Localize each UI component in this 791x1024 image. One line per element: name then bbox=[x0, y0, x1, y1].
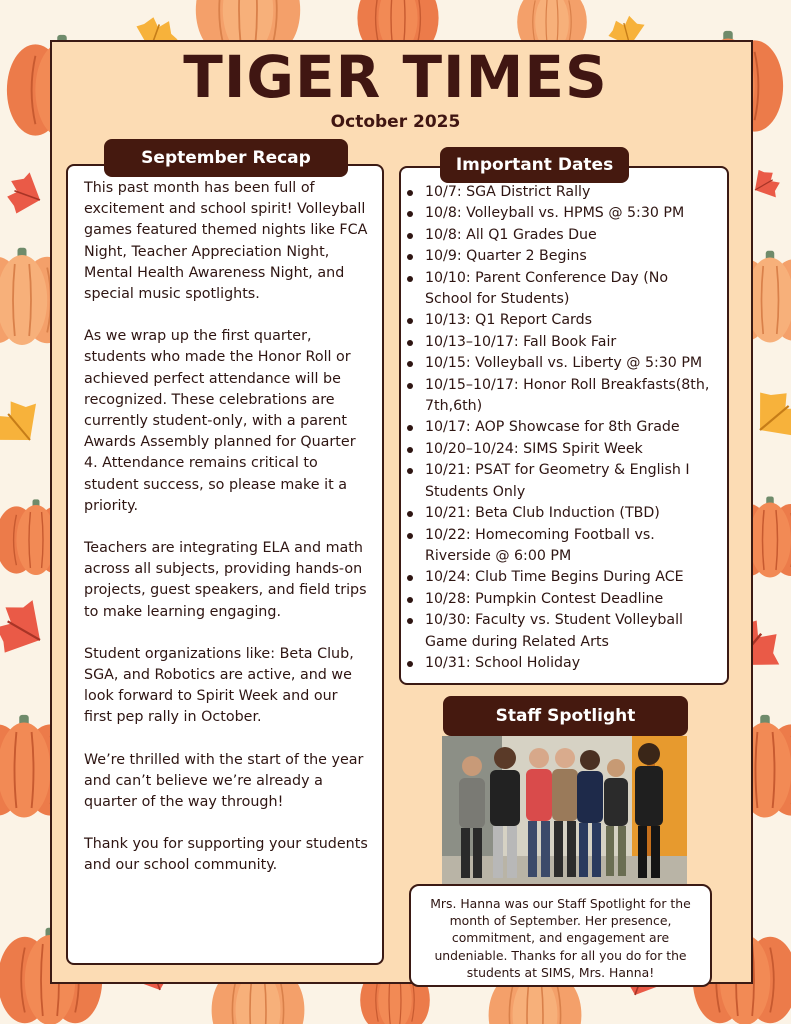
dates-list bbox=[401, 168, 727, 674]
date-item: 10/20–10/24: SIMS Spirit Week bbox=[425, 439, 727, 460]
date-item: 10/31: School Holiday bbox=[425, 653, 727, 674]
newsletter-title: TIGER TIMES bbox=[183, 43, 608, 111]
dates-box bbox=[399, 166, 729, 685]
date-item: 10/13: Q1 Report Cards bbox=[425, 310, 727, 331]
recap-paragraph: This past month has been full of excitement and school spirit! Volleyball games featured themed nights like FCA Night, Teacher Appreciation Night, Mental Health Awareness Night, and special music spotlights. bbox=[84, 180, 368, 303]
date-item: 10/24: Club Time Begins During ACE bbox=[425, 567, 727, 588]
date-item: 10/15–10/17: Honor Roll Breakfasts(8th, 7th,6th) bbox=[425, 375, 727, 418]
dates-heading: Important Dates bbox=[440, 147, 629, 183]
recap-paragraph: Teachers are integrating ELA and math across all subjects, providing hands-on projects, guest speakers, and field trips to make learning engaging. bbox=[84, 540, 367, 620]
recap-box bbox=[66, 164, 384, 965]
date-item: 10/7: SGA District Rally bbox=[425, 182, 727, 203]
date-item: 10/10: Parent Conference Day (No School for Students) bbox=[425, 268, 727, 311]
date-item: 10/8: All Q1 Grades Due bbox=[425, 225, 727, 246]
date-item: 10/28: Pumpkin Contest Deadline bbox=[425, 589, 727, 610]
recap-paragraph: We’re thrilled with the start of the year and can’t believe we’re already a quarter of the way through! bbox=[84, 751, 364, 811]
spotlight-caption-box bbox=[409, 884, 712, 987]
date-item: 10/21: Beta Club Induction (TBD) bbox=[425, 503, 727, 524]
recap-paragraph: As we wrap up the first quarter, students who made the Honor Roll or achieved perfect attendance will be recognized. These celebrations are currently student-only, with a parent Awards Assembly planned for Quarter 4. Attendance remains critical to student success, so please make it a priority. bbox=[84, 328, 356, 514]
staff-group-photo bbox=[442, 736, 687, 884]
date-item: 10/8: Volleyball vs. HPMS @ 5:30 PM bbox=[425, 203, 727, 224]
date-item: 10/30: Faculty vs. Student Volleyball Game during Related Arts bbox=[425, 610, 727, 653]
recap-paragraph: Thank you for supporting your students and our school community. bbox=[84, 836, 368, 874]
recap-paragraph: Student organizations like: Beta Club, SGA, and Robotics are active, and we look forward to Spirit Week and our first pep rally in October. bbox=[84, 645, 354, 726]
date-item: 10/13–10/17: Fall Book Fair bbox=[425, 332, 727, 353]
spotlight-heading: Staff Spotlight bbox=[443, 696, 688, 736]
date-item: 10/15: Volleyball vs. Liberty @ 5:30 PM bbox=[425, 353, 727, 374]
date-item: 10/17: AOP Showcase for 8th Grade bbox=[425, 417, 727, 438]
date-item: 10/22: Homecoming Football vs. Riverside @ 6:00 PM bbox=[425, 525, 727, 568]
date-item: 10/9: Quarter 2 Begins bbox=[425, 246, 727, 267]
spotlight-caption: Mrs. Hanna was our Staff Spotlight for the month of September. Her presence, commitment, and engagement are undeniable. Thanks for all you do for the students at SIMS, Mrs. Hanna! bbox=[430, 896, 691, 980]
recap-heading: September Recap bbox=[104, 139, 348, 177]
recap-text bbox=[68, 166, 382, 877]
newsletter-date: October 2025 bbox=[330, 112, 461, 132]
date-item: 10/21: PSAT for Geometry & English I Students Only bbox=[425, 460, 727, 503]
